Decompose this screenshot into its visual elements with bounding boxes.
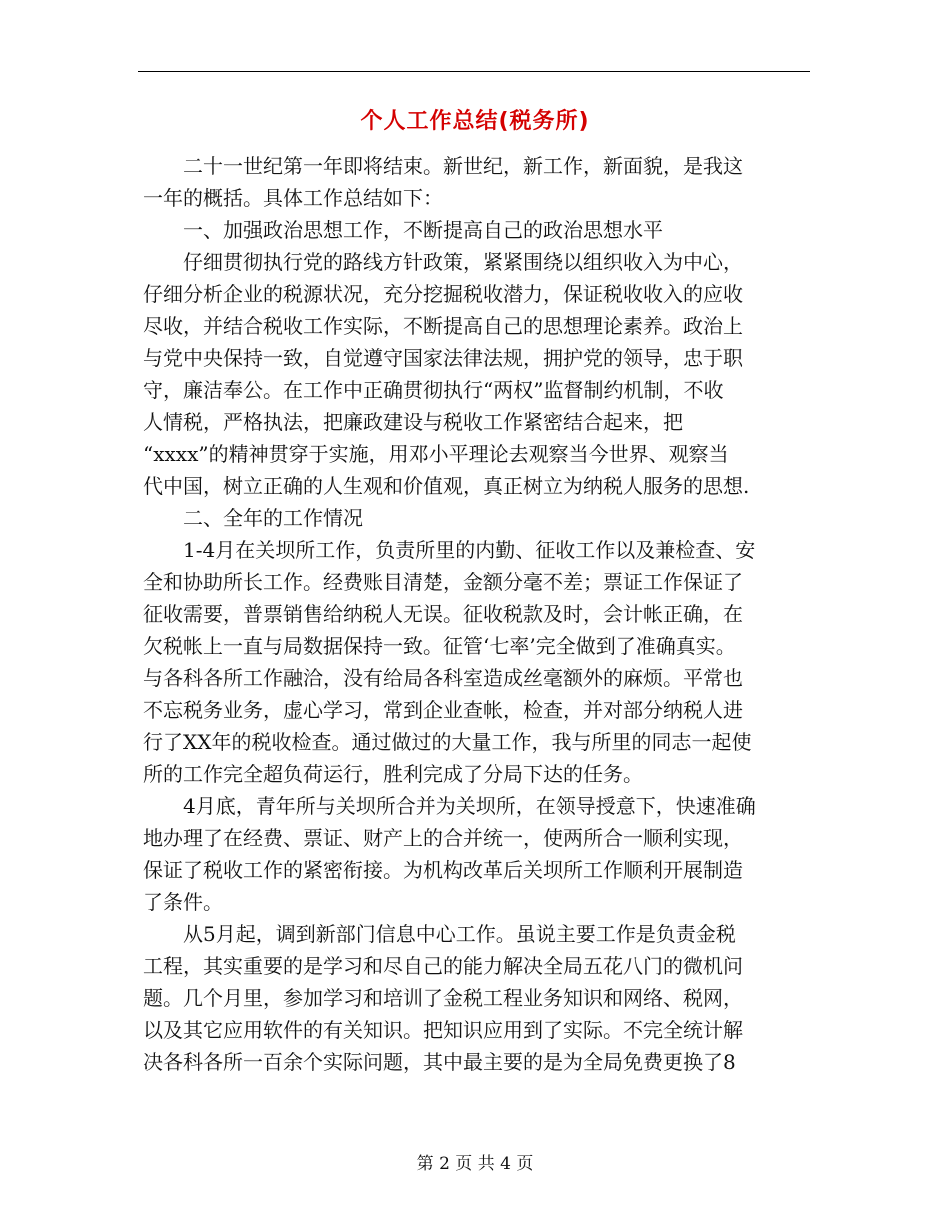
- text-line: 与党中央保持一致，自觉遵守国家法律法规，拥护党的领导，忠于职: [143, 346, 743, 370]
- text-line: 全和协助所长工作。经费账目清楚，金额分毫不差；票证工作保证了: [143, 570, 743, 594]
- text-line: 与各科各所工作融洽，没有给局各科室造成丝毫额外的麻烦。平常也: [143, 666, 743, 690]
- text-line: 从5月起，调到新部门信息中心工作。虽说主要工作是负责金税: [143, 922, 736, 946]
- text-line: 题。几个月里，参加学习和培训了金税工程业务知识和网络、税网，: [143, 986, 743, 1010]
- text-line: 征收需要，普票销售给纳税人无误。征收税款及时，会计帐正确，在: [143, 602, 743, 626]
- header-rule: [138, 71, 810, 72]
- section-heading: 一、加强政治思想工作，不断提高自己的政治思想水平: [143, 218, 663, 242]
- page-number-footer: 第 2 页 共 4 页: [416, 1154, 534, 1174]
- text-line: “xxxx”的精神贯穿于实施，用邓小平理论去观察当今世界、观察当: [143, 442, 729, 466]
- text-line: 不忘税务业务，虚心学习，常到企业查帐，检查，并对部分纳税人进: [143, 698, 743, 722]
- text-line: 决各科各所一百余个实际问题，其中最主要的是为全局免费更换了8: [143, 1050, 736, 1074]
- text-line: 工程，其实重要的是学习和尽自己的能力解决全局五花八门的微机问: [143, 954, 743, 978]
- text-line: 保证了税收工作的紧密衔接。为机构改革后关坝所工作顺利开展制造: [143, 858, 743, 882]
- text-line: 人情税，严格执法，把廉政建设与税收工作紧密结合起来，把: [143, 410, 683, 434]
- text-line: 4月底，青年所与关坝所合并为关坝所，在领导授意下，快速准确: [143, 794, 756, 818]
- text-line: 行了XX年的税收检查。通过做过的大量工作，我与所里的同志一起使: [143, 730, 752, 754]
- text-line: 一年的概括。具体工作总结如下：: [143, 186, 443, 210]
- document-title: 个人工作总结(税务所): [360, 109, 590, 134]
- text-line: 守，廉洁奉公。在工作中正确贯彻执行“两权”监督制约机制，不收: [143, 378, 724, 402]
- section-heading: 二、全年的工作情况: [143, 506, 363, 530]
- text-line: 1-4月在关坝所工作，负责所里的内勤、征收工作以及兼检查、安: [143, 538, 756, 562]
- text-line: 仔细贯彻执行党的路线方针政策，紧紧围绕以组织收入为中心，: [143, 250, 743, 274]
- text-line: 仔细分析企业的税源状况，充分挖掘税收潜力，保证税收收入的应收: [143, 282, 743, 306]
- text-line: 代中国，树立正确的人生观和价值观，真正树立为纳税人服务的思想.: [143, 474, 750, 498]
- text-line: 二十一世纪第一年即将结束。新世纪，新工作，新面貌，是我这: [143, 154, 743, 178]
- text-line: 以及其它应用软件的有关知识。把知识应用到了实际。不完全统计解: [143, 1018, 743, 1042]
- text-line: 尽收，并结合税收工作实际，不断提高自己的思想理论素养。政治上: [143, 314, 743, 338]
- text-line: 欠税帐上一直与局数据保持一致。征管‘七率’完全做到了准确真实。: [143, 634, 736, 658]
- text-line: 所的工作完全超负荷运行，胜利完成了分局下达的任务。: [143, 762, 643, 786]
- text-line: 地办理了在经费、票证、财产上的合并统一，使两所合一顺利实现，: [143, 826, 743, 850]
- text-line: 了条件。: [143, 890, 223, 914]
- document-body: [143, 150, 810, 1078]
